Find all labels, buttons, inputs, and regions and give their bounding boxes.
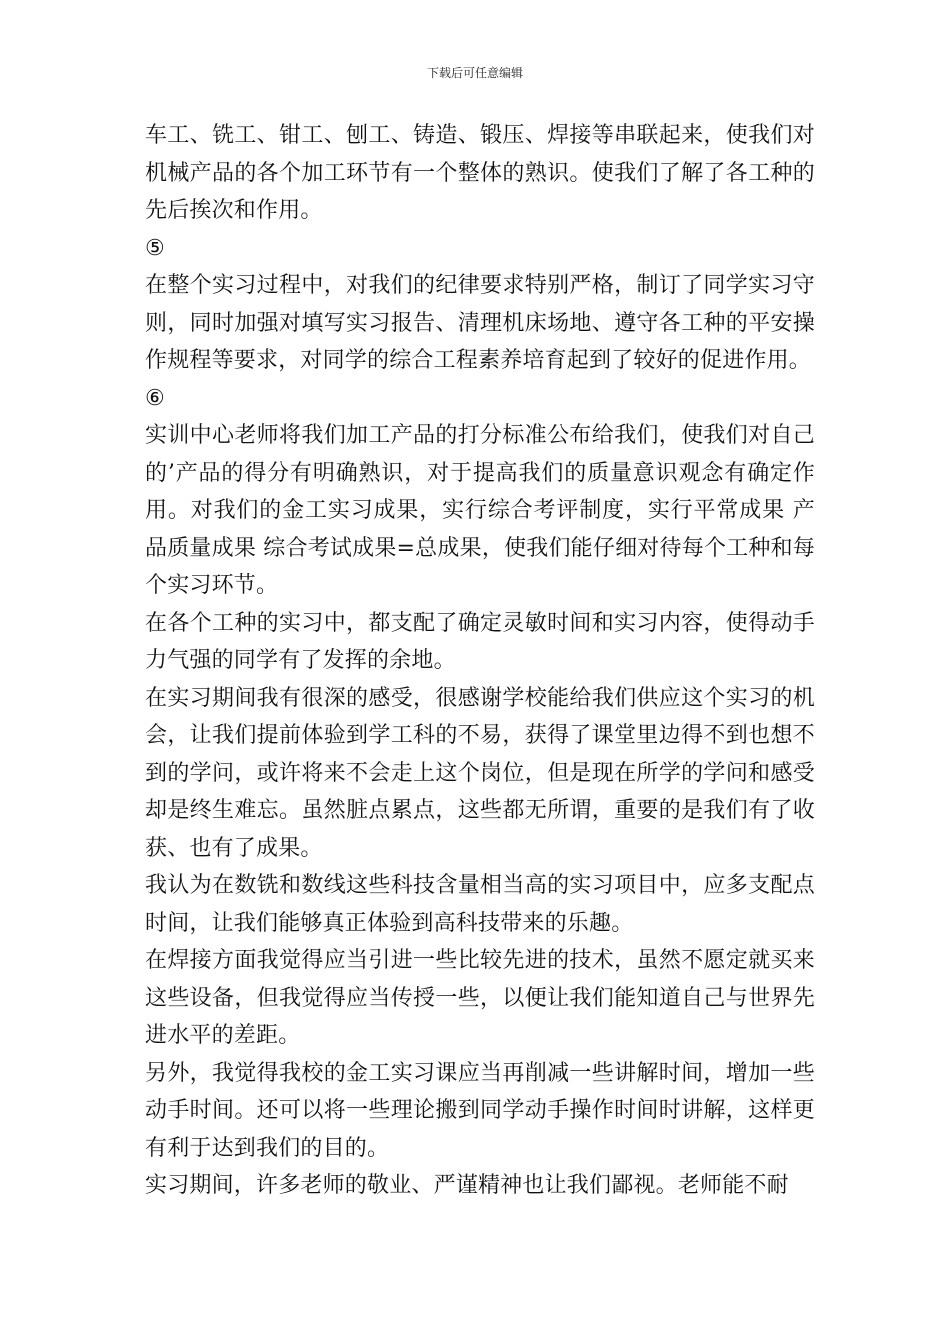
paragraph: 实习期间，许多老师的敬业、严谨精神也让我们鄙视。老师能不耐 — [145, 1173, 789, 1198]
page-header: 下载后可任意编辑 — [426, 66, 523, 80]
document-body — [145, 117, 815, 1205]
paragraph: 在实习期间我有很深的感受，很感谢学校能给我们供应这个实习的机会，让我们提前体验到学工科的不易，获得了课堂里边得不到也想不到的学问，或许将来不会走上这个岗位，但是现在所学的学问和感受却是终生难忘。虽然脏点累点，这些都无所谓，重要的是我们有了收获、也有了成果。 — [145, 685, 815, 861]
paragraph: 在各个工种的实习中，都支配了确定灵敏时间和实习内容，使得动手力气强的同学有了发挥的余地。 — [145, 610, 815, 673]
paragraph: 在整个实习过程中，对我们的纪律要求特别严格，制订了同学实习守则，同时加强对填写实习报告、清理机床场地、遵守各工种的平安操作规程等要求，对同学的综合工程素养培育起到了较好的促进作用。 — [145, 273, 815, 373]
list-marker: ⑤ — [145, 235, 165, 261]
paragraph: 我认为在数铣和数线这些科技含量相当高的实习项目中，应多支配点时间，让我们能够真正体验到高科技带来的乐趣。 — [145, 873, 815, 936]
paragraph: 车工、铣工、钳工、刨工、铸造、锻压、焊接等串联起来，使我们对机械产品的各个加工环节有一个整体的熟识。使我们了解了各工种的先后挨次和作用。 — [145, 123, 815, 223]
paragraph: 另外，我觉得我校的金工实习课应当再削减一些讲解时间，增加一些动手时间。还可以将一些理论搬到同学动手操作时间时讲解，这样更有利于达到我们的目的。 — [145, 1060, 815, 1161]
list-marker: ⑥ — [145, 385, 165, 411]
paragraph: 实训中心老师将我们加工产品的打分标准公布给我们，使我们对自己的’产品的得分有明确熟识，对于提高我们的质量意识观念有确定作用。对我们的金工实习成果，实行综合考评制度，实行平常成果 产品质量成果 综合考试成果=总成果，使我们能仔细对待每个工种和每个实习环节。 — [145, 423, 815, 598]
paragraph: 在焊接方面我觉得应当引进一些比较先进的技术，虽然不愿定就买来这些设备，但我觉得应当传授一些，以便让我们能知道自己与世界先进水平的差距。 — [145, 948, 815, 1048]
